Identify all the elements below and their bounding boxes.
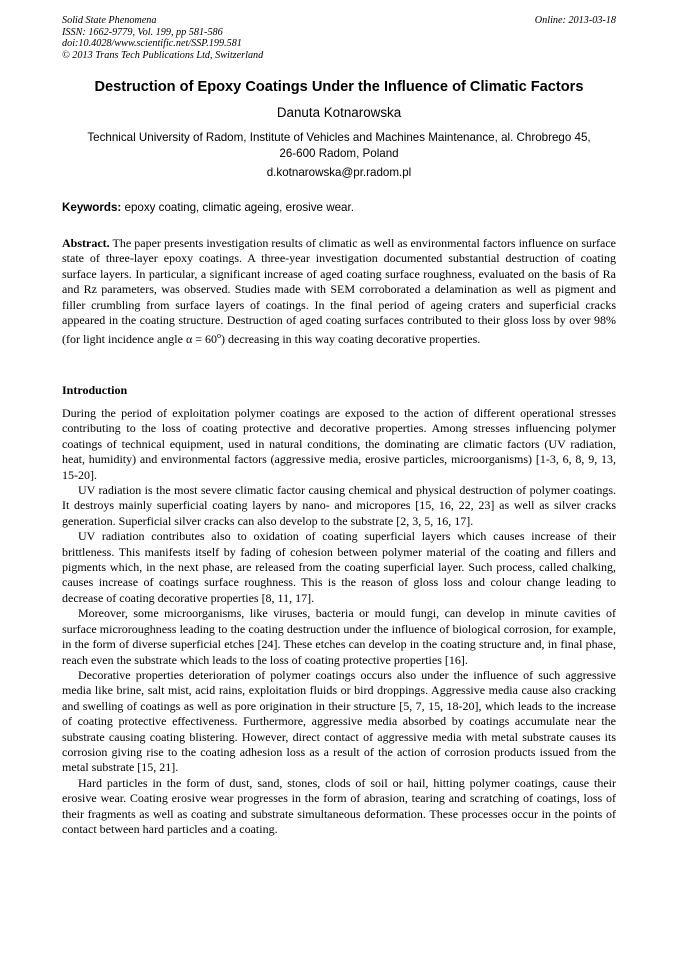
paragraph: Decorative properties deterioration of polymer coatings occurs also under the influence of such aggressive media like brine, salt mist, acid rains, exploitation fluids or bird droppings. Aggressive media cause also cracking and swelling of coatings as well as pore origination in their structure [5, 7, 15, 18-20], which leads to the increase of coating protective effectiveness. Furthermore, aggressive media absorbed by coatings accumulate near the substrate causing coating blistering. However, direct contact of aggressive media with metal substrate causes its corrosion giving rise to the coating adhesion loss as a result of the action of corrosion products issued from the metal substrate [15, 21].	[62, 667, 616, 775]
section-heading-introduction: Introduction	[62, 383, 128, 397]
doi-line: doi:10.4028/www.scientific.net/SSP.199.581	[62, 38, 242, 50]
abstract-label: Abstract.	[62, 236, 110, 250]
paragraph: During the period of exploitation polymer coatings are exposed to the action of different operational stresses contributing to the loss of coating protective and decorative properties. Among stresses influencing polymer coatings of technical equipment, used in natural conditions, the dominating are climatic factors (UV radiation, heat, humidity) and environmental factors (aggressive media, erosive particles, microorganisms) [1-3, 6, 8, 9, 13, 15-20].	[62, 406, 616, 482]
paragraph: Moreover, some microorganisms, like viruses, bacteria or mould fungi, can develop in minute cavities of surface microroughness leading to the coating destruction under the influence of biological corrosion, for example, in the form of diverse superficial etches [24]. These etches can develop in the coating structure and, in final phase, reach even the substrate which leads to the loss of coating protective properties [16].	[62, 606, 616, 667]
issn-line: ISSN: 1662-9779, Vol. 199, pp 581-586	[62, 26, 223, 38]
affiliation-line-2: 26-600 Radom, Poland	[279, 147, 399, 160]
degree-superscript: o	[217, 331, 222, 341]
abstract-tail: ) decreasing in this way coating decorative properties.	[221, 332, 481, 347]
journal-name: Solid State Phenomena	[62, 15, 157, 26]
journal-header	[62, 15, 616, 61]
copyright-line: © 2013 Trans Tech Publications Ltd, Switzerland	[62, 49, 264, 61]
abstract	[62, 236, 616, 348]
author-email: d.kotnarowska@pr.radom.pl	[266, 166, 412, 179]
affiliation-line-1: Technical University of Radom, Institute of Vehicles and Machines Maintenance, al. Chrobrego 45,	[87, 131, 591, 144]
online-date: Online: 2013-03-18	[534, 15, 616, 26]
introduction-body	[62, 406, 616, 837]
paragraph: UV radiation contributes also to oxidation of coating superficial layers which causes increase of their brittleness. This manifests itself by fading of cohesion between polymer material of the coating and fillers and pigments which, in the next phase, are released from the coating superficial layer. Such process, called chalking, causes increase of coatings surface roughness. This is the reason of gloss loss and colour change leading to decrease of coating decorative properties [8, 11, 17].	[62, 529, 616, 605]
author-name: Danuta Kotnarowska	[276, 105, 402, 120]
paragraph: Hard particles in the form of dust, sand, stones, clods of soil or hail, hitting polymer coatings, cause their erosive wear. Coating erosive wear progresses in the form of abrasion, tearing and scratching of coatings, loss of their fragments as well as coating and substrate simultaneous deformation. These processes occur in the points of contact between hard particles and a coating.	[62, 775, 616, 836]
affiliation	[62, 130, 616, 162]
keywords-label: Keywords:	[62, 201, 122, 214]
keywords	[62, 201, 616, 214]
keywords-text: epoxy coating, climatic ageing, erosive wear.	[121, 201, 354, 214]
paper-title: Destruction of Epoxy Coatings Under the Influence of Climatic Factors	[94, 79, 584, 95]
abstract-text: The paper presents investigation results of climatic as well as environmental factors influence on surface state of three-layer epoxy coatings. A three-year investigation documented substantial destruction of coating surface layers. In particular, a significant increase of aged coating surface roughness, evaluated on the basis of Ra and Rz parameters, was observed. Studies made with SEM corroborated a delamination as well as pigment and filler crumbling from surface layers of coatings. In the final period of ageing craters and superficial cracks appeared in the coating structure. Destruction of aged coating surfaces contributed to their gloss loss by over 98% (for light incidence angle α = 60	[62, 236, 616, 347]
paragraph: UV radiation is the most severe climatic factor causing chemical and physical destruction of polymer coatings. It destroys mainly superficial coating layers by nano- and micropores [15, 16, 22, 23] as well as silver cracks generation. Superficial silver cracks can also develop to the substrate [2, 3, 5, 16, 17].	[62, 483, 616, 528]
